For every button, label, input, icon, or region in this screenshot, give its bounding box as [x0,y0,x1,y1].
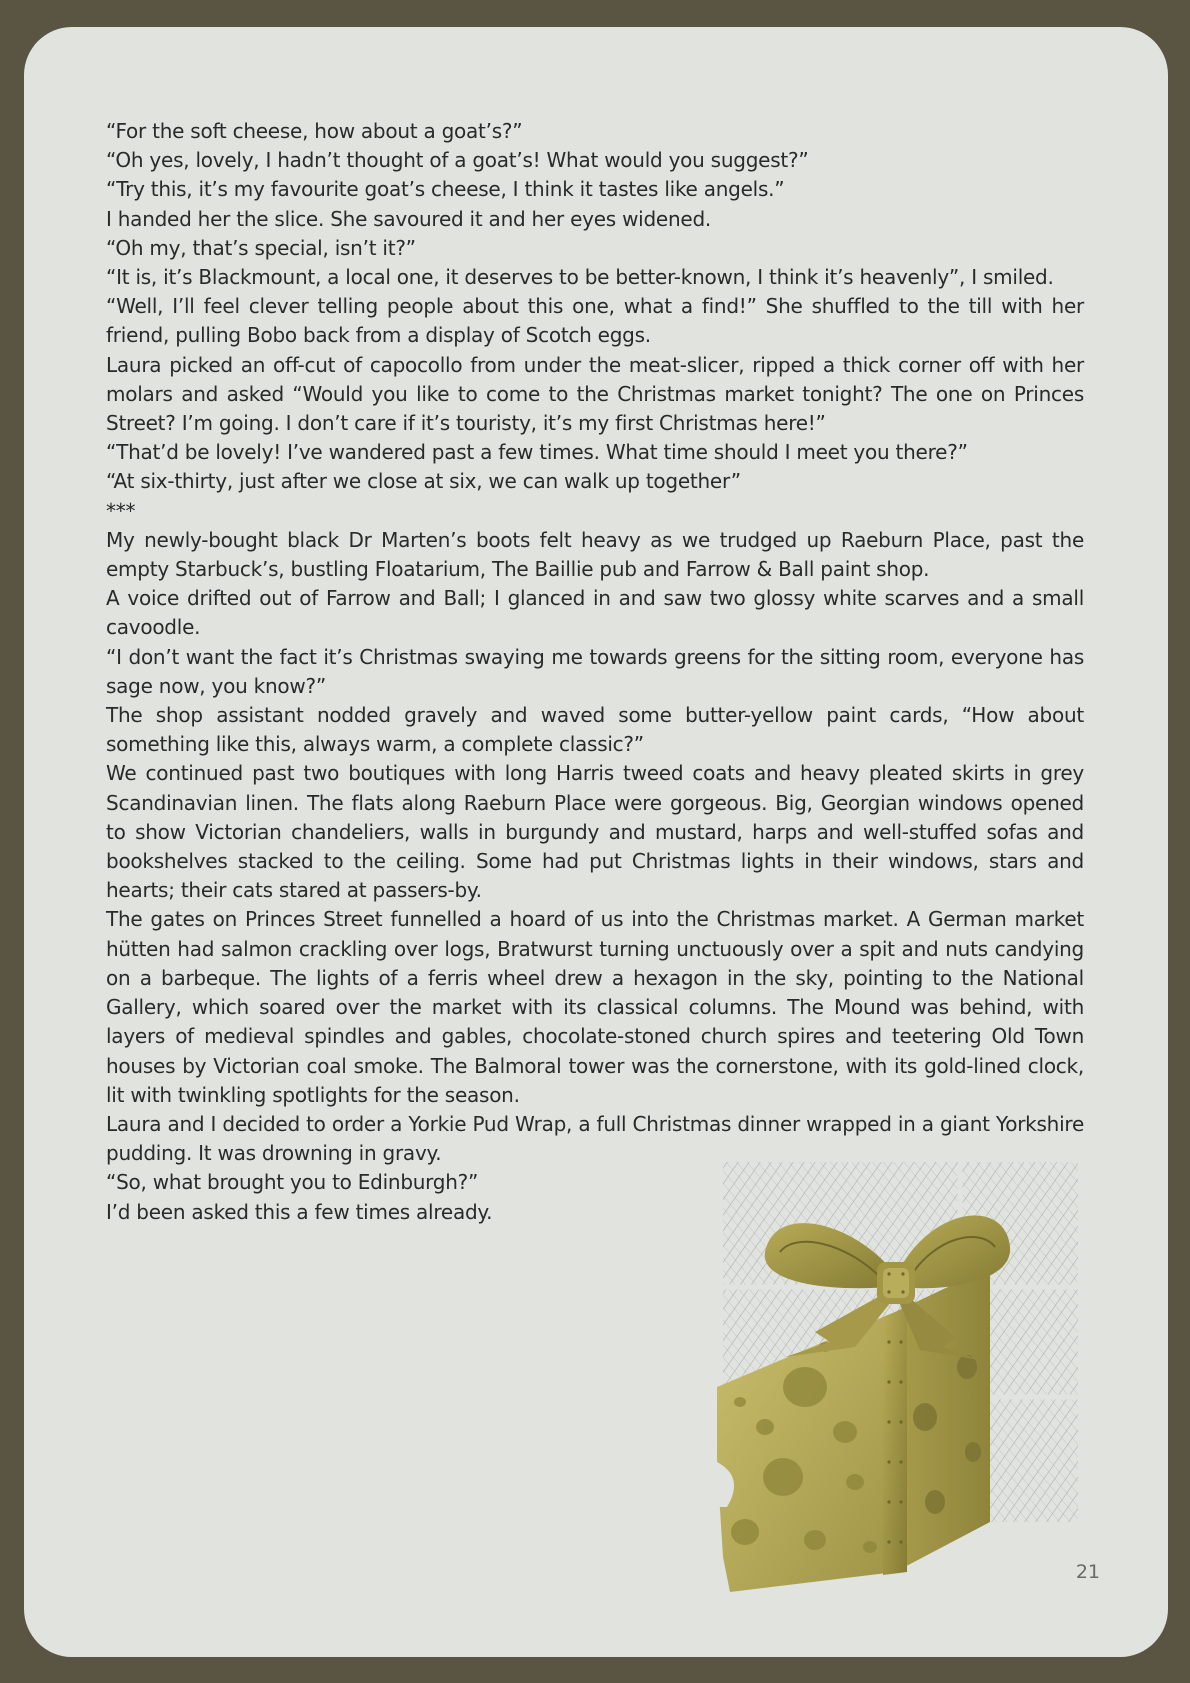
story-text [106,117,1084,1227]
paragraph: We continued past two boutiques with long Harris tweed coats and heavy pleated skirts in grey Scandinavian linen. The flats along Raeburn Place were gorgeous. Big, Georgian windows opened to show Victorian chandeliers, walls in burgundy and mustard, harps and well-stuffed sofas and bookshelves stacked to the ceiling. Some had put Christmas lights in their windows, stars and hearts; their cats stared at passers-by. [106,761,1084,903]
paragraph: My newly-bought black Dr Marten’s boots felt heavy as we trudged up Raeburn Place, past the empty Starbuck’s, bustling Floatarium, The Baillie pub and Farrow & Ball paint shop. [106,527,1084,582]
cheese-gift-icon [705,1162,1085,1592]
paragraph: “Oh yes, lovely, I hadn’t thought of a goat’s! What would you suggest?” [106,148,809,173]
paragraph: “Try this, it’s my favourite goat’s cheese, I think it tastes like angels.” [106,177,785,202]
paragraph: The shop assistant nodded gravely and waved some butter-yellow paint cards, “How about something like this, always warm, a complete classic?” [106,703,1084,757]
paragraph: “Oh my, that’s special, isn’t it?” [106,235,416,260]
paragraph: “I don’t want the fact it’s Christmas swaying me towards greens for the sitting room, everyone has sage now, you know?” [106,644,1084,698]
paragraph: The gates on Princes Street funnelled a hoard of us into the Christmas market. A German market hütten had salmon crackling over logs, Bratwurst turning unctuously over a spit and nuts candying on a barbeque. The lights of a ferris wheel drew a hexagon in the sky, pointing to the National Gallery, which soared over the market with its classical columns. The Mound was behind, with layers of medieval spindles and gables, chocolate-stoned church spires and teetering Old Town houses by Victorian coal smoke. The Balmoral tower was the cornerstone, with its gold-lined clock, lit with twinkling spotlights for the season. [106,907,1084,1107]
paragraph: “For the soft cheese, how about a goat’s?” [106,119,523,143]
paragraph: “That’d be lovely! I’ve wandered past a few times. What time should I meet you there?” [106,440,968,465]
paragraph: “Well, I’ll feel clever telling people about this one, what a find!” She shuffled to the till with her friend, pulling Bobo back from a display of Scotch eggs. [106,294,1084,348]
paragraph: I handed her the slice. She savoured it and her eyes widened. [106,206,712,231]
paragraph: I’d been asked this a few times already. [106,1199,493,1224]
paragraph: A voice drifted out of Farrow and Ball; I glanced in and saw two glossy white scarves and a small cavoodle. [106,586,1084,640]
scene-break: *** [106,498,136,523]
paragraph: “So, what brought you to Edinburgh?” [106,1170,479,1195]
paragraph: “It is, it’s Blackmount, a local one, it deserves to be better-known, I think it’s heavenly”, I smiled. [106,265,1054,290]
paragraph: Laura and I decided to order a Yorkie Pud Wrap, a full Christmas dinner wrapped in a giant Yorkshire pudding. It was drowning in gravy. [106,1111,1084,1166]
paragraph: “At six-thirty, just after we close at six, we can walk up together” [106,469,741,494]
page-number: 21 [1075,1561,1100,1583]
paragraph: Laura picked an off-cut of capocollo from under the meat-slicer, ripped a thick corner off with her molars and asked “Would you like to come to the Christmas market tonight? The one on Princes Street? I’m going. I don’t care if it’s touristy, it’s my first Christmas here!” [106,352,1084,436]
